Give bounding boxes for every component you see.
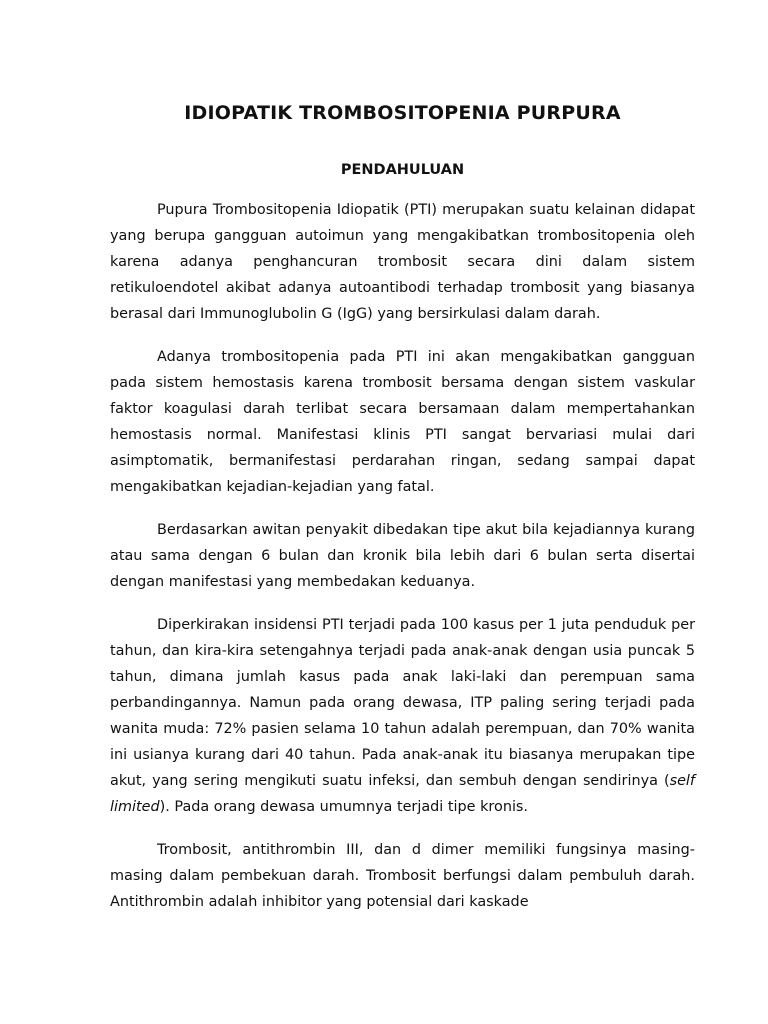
paragraph-3: Berdasarkan awitan penyakit dibedakan tipe akut bila kejadiannya kurang atau sama dengan 6 bulan dan kronik bila lebih dari 6 bulan serta disertai dengan manifestasi yang membedakan keduanya. (110, 522, 695, 591)
section-heading: PENDAHULUAN (340, 162, 465, 178)
document-page (110, 98, 695, 915)
paragraph-2: Adanya trombositopenia pada PTI ini akan mengakibatkan gangguan pada sistem hemostasis karena trombosit bersama dengan sistem vaskular faktor koagulasi darah terlibat secara bersamaan dalam mempertahankan hemostasis normal. Manifestasi klinis PTI sangat bervariasi mulai dari asimptomatik, bermanifestasi perdarahan ringan, sedang sampai dapat mengakibatkan kejadian-kejadian yang fatal. (110, 348, 695, 496)
paragraph-4 (110, 612, 695, 821)
paragraph-4-italic-term: self limited (110, 773, 695, 816)
paragraph-4-text-start: Diperkirakan insidensi PTI terjadi pada 100 kasus per 1 juta penduduk per tahun, dan kira-kira setengahnya terjadi pada anak-anak dengan usia puncak 5 tahun, dimana jumlah kasus pada anak laki-laki dan perempuan sama perbandingannya. Namun pada orang dewasa, ITP paling sering terjadi pada wanita muda: 72% pasien selama 10 tahun adalah perempuan, dan 70% wanita ini usianya kurang dari 40 tahun. Pada anak-anak itu biasanya merupakan tipe akut, yang sering mengikuti suatu infeksi, dan sembuh dengan sendirinya ( (110, 616, 695, 790)
paragraph-1: Pupura Trombositopenia Idiopatik (PTI) merupakan suatu kelainan didapat yang berupa gangguan autoimun yang mengakibatkan trombositopenia oleh karena adanya penghancuran trombosit secara dini dalam sistem retikuloendotel akibat adanya autoantibodi terhadap trombosit yang biasanya berasal dari Immunoglubolin G (IgG) yang bersirkulasi dalam darah. (110, 202, 695, 323)
paragraph-4-text-end: ). Pada orang dewasa umumnya terjadi tipe kronis. (159, 799, 529, 816)
document-title: IDIOPATIK TROMBOSITOPENIA PURPURA (184, 102, 621, 124)
paragraph-5: Trombosit, antithrombin III, dan d dimer memiliki fungsinya masing-masing dalam pembekuan darah. Trombosit berfungsi dalam pembuluh darah. Antithrombin adalah inhibitor yang potensial dari kaskade (110, 842, 695, 911)
